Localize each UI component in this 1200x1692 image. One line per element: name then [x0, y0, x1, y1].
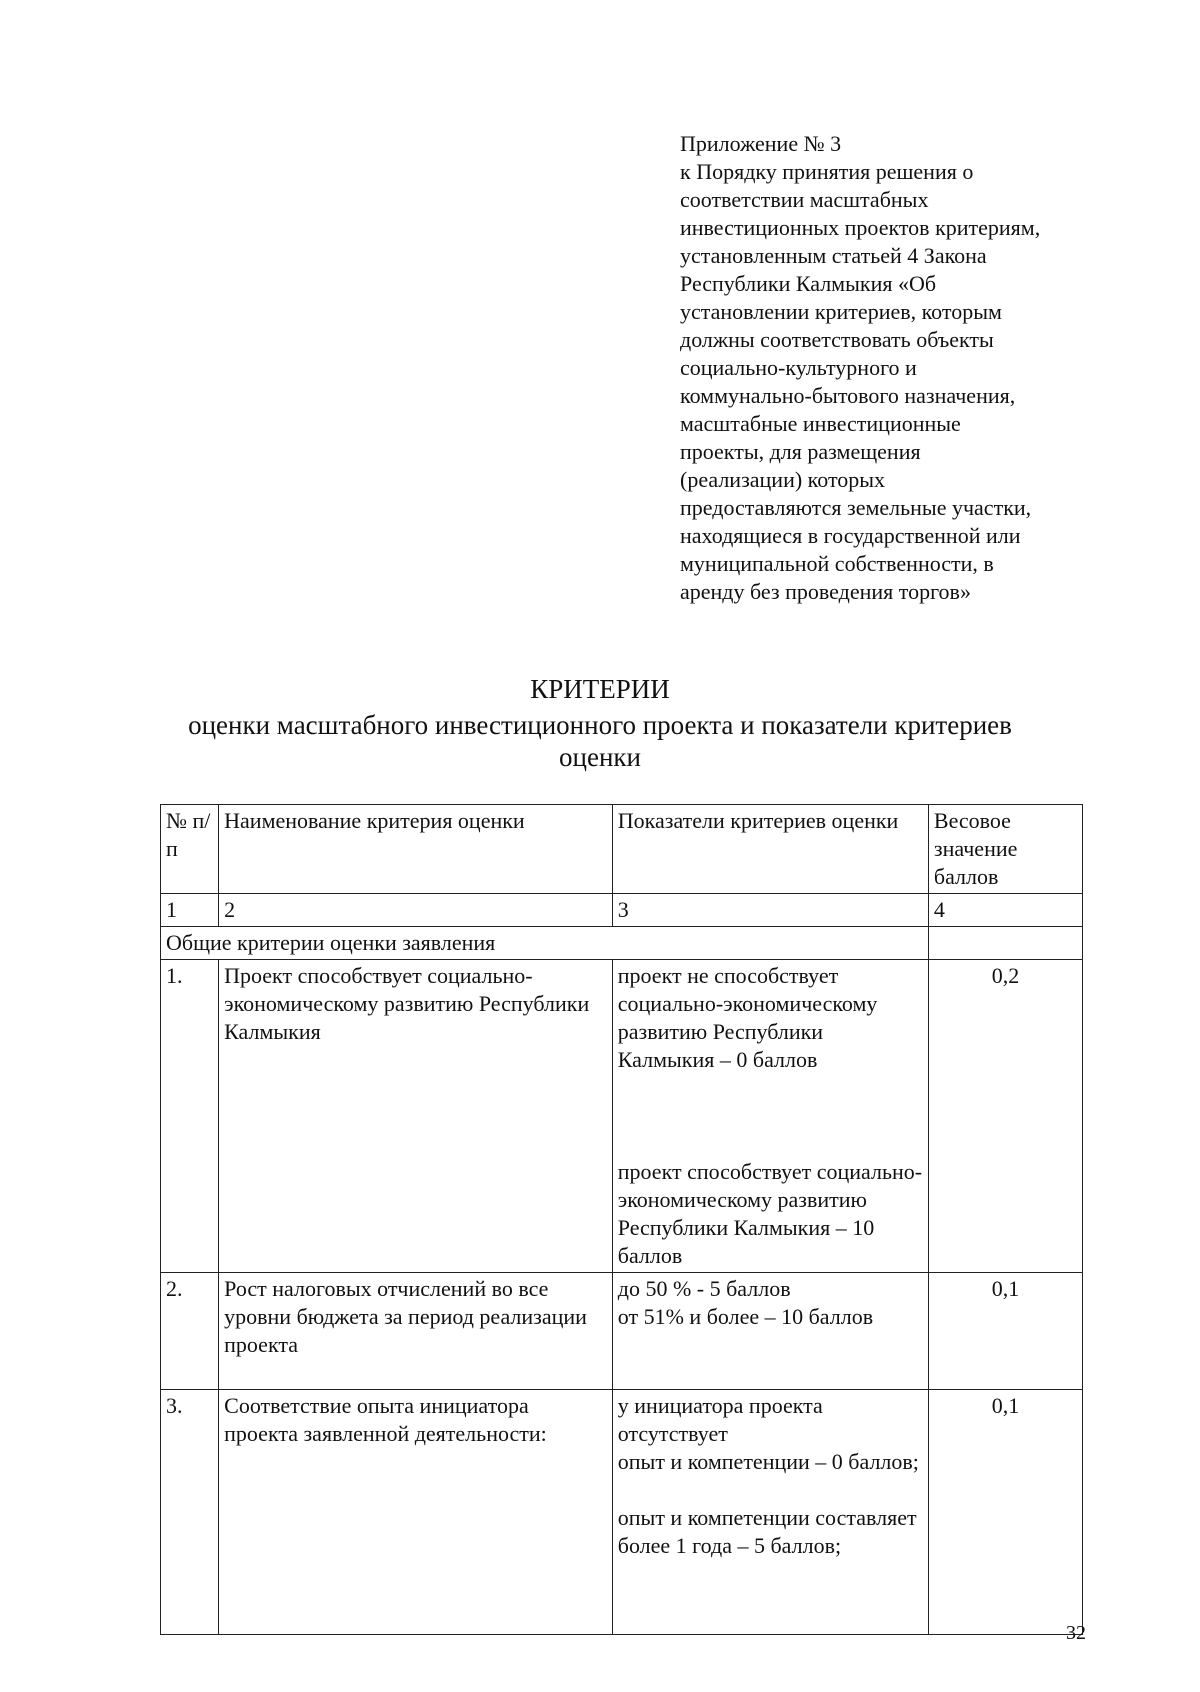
indicator-text: проект не способствует социально-экономическому развитию Республики Калмыкия – 0 баллов	[617, 963, 878, 1072]
row-weight: 0,1	[928, 1273, 1082, 1390]
appendix-line: социально-культурного и	[680, 355, 917, 380]
appendix-line: установлении критериев, которым	[680, 299, 1002, 324]
document-subtitle-cont: оценки	[559, 742, 641, 772]
row-criterion-name: Соответствие опыта инициатора проекта заявленной деятельности:	[219, 1390, 613, 1635]
appendix-block	[680, 130, 1110, 606]
appendix-line: к Порядку принятия решения о	[680, 159, 974, 184]
appendix-line: Приложение № 3	[680, 131, 842, 156]
appendix-line: находящиеся в государственной или	[680, 523, 1021, 548]
row-indicators	[612, 1273, 928, 1390]
appendix-line: должны соответствовать объекты	[680, 327, 994, 352]
table-row	[161, 1273, 1083, 1390]
appendix-line: (реализации) которых	[680, 467, 886, 492]
appendix-line: соответствии масштабных	[680, 187, 929, 212]
table-row	[161, 1390, 1083, 1635]
column-numbers-row	[161, 894, 1083, 927]
indicator-text: у инициатора проекта отсутствует	[617, 1393, 823, 1446]
row-num: 3.	[161, 1390, 219, 1635]
appendix-line: аренду без проведения торгов»	[680, 579, 971, 604]
section-row	[161, 927, 1083, 960]
appendix-line: муниципальной собственности, в	[680, 551, 994, 576]
indicator-text: опыт и компетенции составляет более 1 года – 5 баллов;	[617, 1505, 917, 1558]
row-indicators	[612, 1390, 928, 1635]
row-indicators	[612, 960, 928, 1273]
header-criterion-name: Наименование критерия оценки	[219, 805, 613, 894]
table-row	[161, 960, 1083, 1273]
criteria-table	[160, 804, 1083, 1635]
header-num: № п/п	[161, 805, 219, 894]
col-number: 1	[161, 894, 219, 927]
document-subtitle: оценки масштабного инвестиционного проекта и показатели критериев	[188, 710, 1012, 740]
col-number: 3	[612, 894, 928, 927]
appendix-line: проекты, для размещения	[680, 439, 921, 464]
document-title: КРИТЕРИИ	[530, 674, 670, 704]
appendix-line: масштабные инвестиционные	[680, 411, 961, 436]
header-indicators: Показатели критериев оценки	[612, 805, 928, 894]
appendix-line: предоставляются земельные участки,	[680, 495, 1032, 520]
row-criterion-name: Проект способствует социально-экономическому развитию Республики Калмыкия	[219, 960, 613, 1273]
appendix-line: коммунально-бытового назначения,	[680, 383, 1016, 408]
appendix-line: установленным статьей 4 Закона	[680, 243, 987, 268]
appendix-line: Республики Калмыкия «Об	[680, 271, 937, 296]
row-weight: 0,2	[928, 960, 1082, 1273]
row-num: 2.	[161, 1273, 219, 1390]
appendix-line: инвестиционных проектов критериям,	[680, 215, 1041, 240]
page-number: 32	[1066, 1622, 1086, 1644]
row-num: 1.	[161, 960, 219, 1273]
section-empty-cell	[928, 927, 1082, 960]
indicator-text: от 51% и более – 10 баллов	[617, 1304, 874, 1329]
indicator-text: до 50 % - 5 баллов	[617, 1276, 791, 1301]
section-label: Общие критерии оценки заявления	[161, 927, 929, 960]
row-criterion-name: Рост налоговых отчислений во все уровни бюджета за период реализации проекта	[219, 1273, 613, 1390]
table-header-row	[161, 805, 1083, 894]
indicator-text: опыт и компетенции – 0 баллов;	[617, 1449, 919, 1474]
header-weight: Весовое значение баллов	[928, 805, 1082, 894]
col-number: 4	[928, 894, 1082, 927]
indicator-text: проект способствует социально-экономическому развитию Республики Калмыкия – 10 баллов	[617, 1159, 923, 1268]
row-weight: 0,1	[928, 1390, 1082, 1635]
col-number: 2	[219, 894, 613, 927]
